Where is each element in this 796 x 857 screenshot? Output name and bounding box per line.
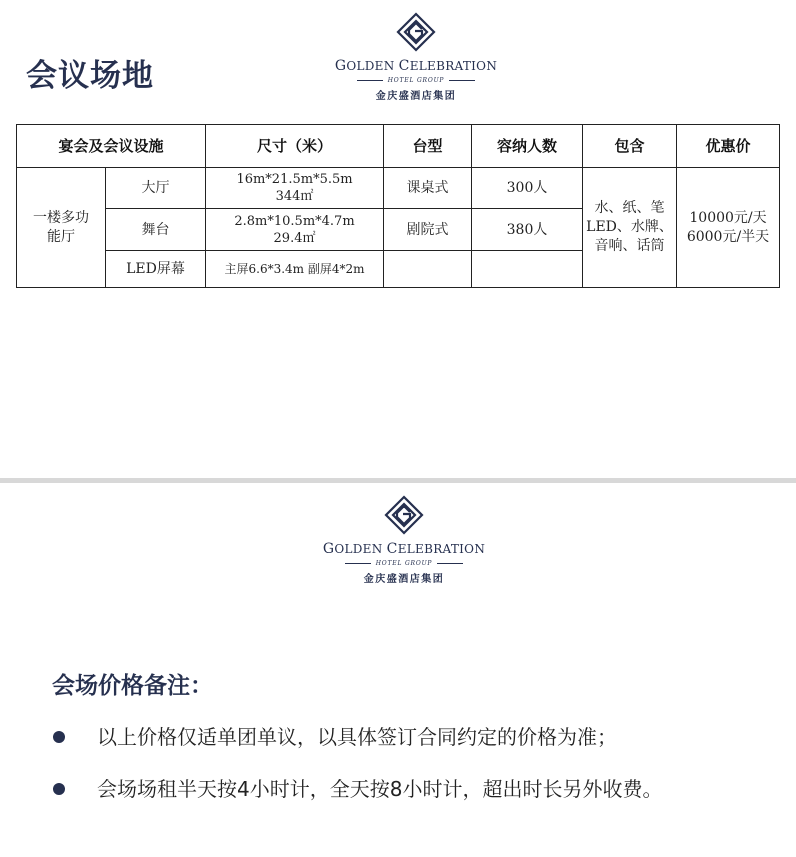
header-size: 尺寸（米） (206, 125, 384, 168)
capacity-cell (472, 251, 583, 288)
header-capacity: 容纳人数 (472, 125, 583, 168)
diamond-logo-icon (384, 495, 424, 535)
notes-title: 会场价格备注： (52, 673, 213, 699)
header-layout: 台型 (384, 125, 472, 168)
list-item (52, 774, 662, 804)
brand-subtitle: HOTEL GROUP (331, 77, 501, 84)
note-text: 会场场租半天按4小时计，全天按8小时计，超出时长另外收费。 (97, 777, 663, 801)
header-includes: 包含 (583, 125, 677, 168)
area-cell: 舞台 (106, 209, 206, 251)
page-title: 会议场地 (26, 58, 154, 94)
brand-name-en: GOLDEN CELEBRATION (322, 541, 486, 557)
area-cell: LED屏幕 (106, 251, 206, 288)
layout-cell: 课桌式 (384, 168, 472, 209)
list-item (52, 722, 662, 752)
venue-table (16, 124, 780, 288)
note-text: 以上价格仅适单团单议，以具体签订合同约定的价格为准； (97, 725, 617, 749)
header-facility: 宴会及会议设施 (17, 125, 206, 168)
bullet-icon (53, 783, 65, 795)
header-price: 优惠价 (677, 125, 780, 168)
brand-subtitle: HOTEL GROUP (319, 560, 489, 567)
layout-cell: 剧院式 (384, 209, 472, 251)
diamond-logo-icon (396, 12, 436, 52)
size-cell: 2.8m*10.5m*4.7m 29.4㎡ (206, 209, 384, 251)
brand-logo-bottom (319, 495, 489, 585)
size-cell: 16m*21.5m*5.5m 344㎡ (206, 168, 384, 209)
notes-list (52, 722, 662, 826)
brand-name-cn: 金庆盛酒店集团 (363, 574, 445, 585)
size-cell: 主屏6.6*3.4m 副屏4*2m (206, 251, 384, 288)
price-cell: 10000元/天 6000元/半天 (677, 168, 780, 288)
brand-name-en: GOLDEN CELEBRATION (334, 58, 498, 74)
table-header-row (17, 125, 780, 168)
table-row (17, 168, 780, 209)
venue-name-cell: 一楼多功 能厅 (17, 168, 106, 288)
includes-cell: 水、纸、笔 LED、水牌、 音响、话筒 (583, 168, 677, 288)
layout-cell (384, 251, 472, 288)
area-cell: 大厅 (106, 168, 206, 209)
capacity-cell: 300人 (472, 168, 583, 209)
brand-name-cn: 金庆盛酒店集团 (375, 91, 457, 102)
capacity-cell: 380人 (472, 209, 583, 251)
brand-logo-top (331, 12, 501, 102)
section-divider (0, 478, 796, 483)
bullet-icon (53, 731, 65, 743)
